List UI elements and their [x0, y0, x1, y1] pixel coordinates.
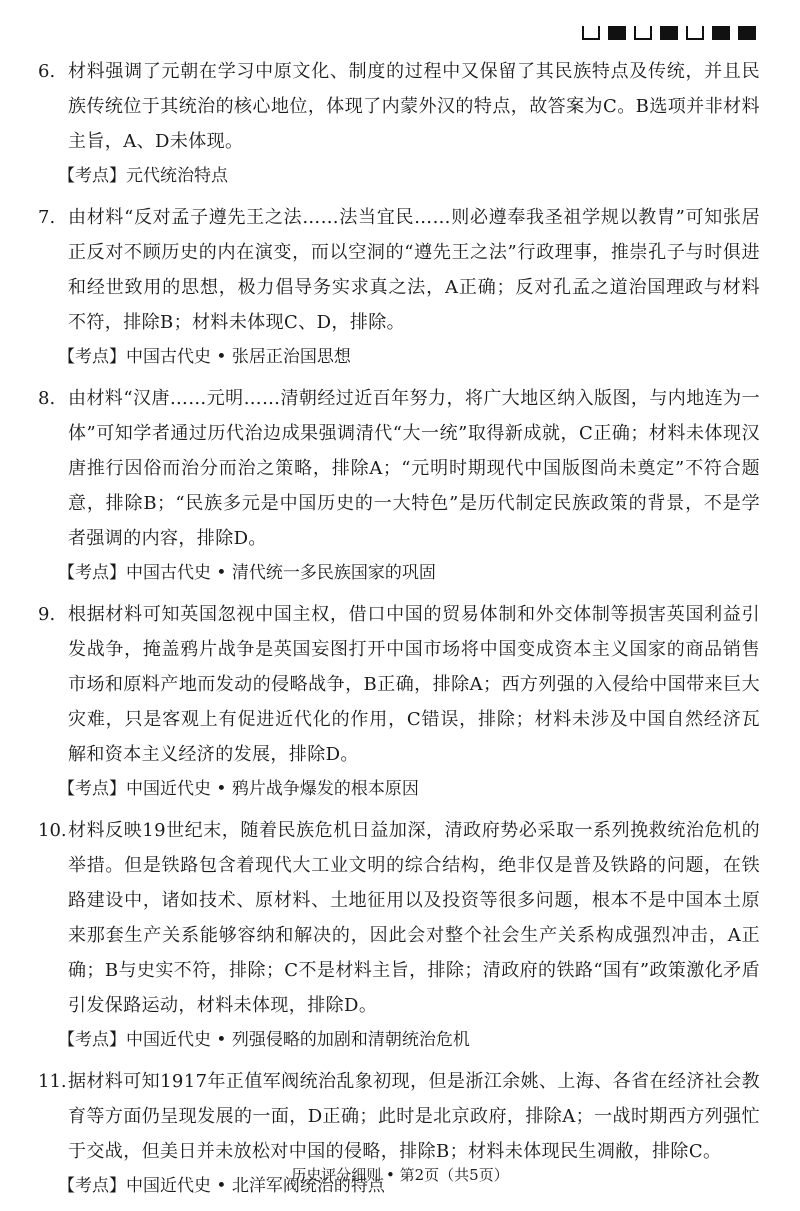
- answer-item: [38, 597, 760, 772]
- answer-number: 6.: [38, 61, 56, 82]
- answer-number: 9.: [38, 604, 56, 625]
- registration-mark-filled: [660, 26, 678, 40]
- answer-text: 由材料“反对孟子遵先王之法……法当宜民……则必遵奉我圣祖学规以教胄”可知张居正反对不顾历史的内在演变，而以空洞的“遵先王之法”行政理事，推崇孔子与时俱进和经世致用的思想，极力倡导务实求真之法，A正确；反对孔孟之道治国理政与材料不符，排除B；材料未体现C、D，排除。: [68, 207, 760, 333]
- answer-text: 由材料“汉唐……元明……清朝经过近百年努力，将广大地区纳入版图，与内地连为一体”可知学者通过历代治边成果强调清代“大一统”取得新成就，C正确；材料未体现汉唐推行因俗而治分而治之策略，排除A；“元明时期现代中国版图尚未奠定”不符合题意，排除B；“民族多元是中国历史的一大特色”是历代制定民族政策的背景，不是学者强调的内容，排除D。: [68, 388, 760, 549]
- registration-mark-filled: [738, 26, 756, 40]
- answer-text: 据材料可知1917年正值军阀统治乱象初现，但是浙江余姚、上海、各省在经济社会教育等方面仍呈现发展的一面，D正确；此时是北京政府，排除A；一战时期西方列强忙于交战，但美日并未放松对中国的侵略，排除B；材料未体现民生凋敝，排除C。: [68, 1071, 760, 1162]
- answer-number: 7.: [38, 207, 56, 228]
- answer-number: 10.: [38, 820, 67, 841]
- answer-item: [38, 54, 760, 159]
- answer-number: 8.: [38, 388, 56, 409]
- answer-text: 根据材料可知英国忽视中国主权，借口中国的贸易体制和外交体制等损害英国利益引发战争，掩盖鸦片战争是英国妄图打开中国市场将中国变成资本主义国家的商品销售市场和原料产地而发动的侵略战争，B正确，排除A；西方列强的入侵给中国带来巨大灾难，只是客观上有促进近代化的作用，C错误，排除；材料未涉及中国自然经济瓦解和资本主义经济的发展，排除D。: [68, 604, 760, 765]
- header-registration-marks: [582, 26, 756, 40]
- kaodian-label: 【考点】中国近代史 • 北洋军阀统治的特点: [58, 1176, 385, 1196]
- kaodian-label: 【考点】中国近代史 • 鸦片战争爆发的根本原因: [58, 779, 419, 799]
- answer-item: [38, 381, 760, 556]
- answer-text: 材料强调了元朝在学习中原文化、制度的过程中又保留了其民族特点及传统，并且民族传统位于其统治的核心地位，体现了内蒙外汉的特点，故答案为C。B选项并非材料主旨，A、D未体现。: [68, 61, 760, 152]
- answer-item: [38, 813, 760, 1023]
- kaodian-label: 【考点】中国古代史 • 清代统一多民族国家的巩固: [58, 563, 436, 583]
- kaodian-label: 【考点】中国近代史 • 列强侵略的加剧和清朝统治危机: [58, 1030, 470, 1050]
- answer-item: [38, 200, 760, 340]
- registration-mark-filled: [608, 26, 626, 40]
- answer-text: 材料反映19世纪末，随着民族危机日益加深，清政府势必采取一系列挽救统治危机的举措。但是铁路包含着现代大工业文明的综合结构，绝非仅是普及铁路的问题，在铁路建设中，诸如技术、原材料、土地征用以及投资等很多问题，根本不是中国本土原来那套生产关系能够容纳和解决的，因此会对整个社会生产关系构成强烈冲击，A正确；B与史实不符，排除；C不是材料主旨，排除；清政府的铁路“国有”政策激化矛盾引发保路运动，材料未体现，排除D。: [68, 820, 760, 1016]
- registration-mark-open: [686, 26, 704, 40]
- kaodian-label: 【考点】中国古代史 • 张居正治国思想: [58, 347, 351, 367]
- answer-list: [38, 54, 760, 1210]
- page-footer: 历史评分细则 • 第2页（共5页）: [291, 1166, 509, 1184]
- kaodian-label: 【考点】元代统治特点: [58, 166, 228, 186]
- answer-number: 11.: [38, 1071, 67, 1092]
- registration-mark-open: [582, 26, 600, 40]
- answer-item: [38, 1064, 760, 1169]
- registration-mark-filled: [712, 26, 730, 40]
- registration-mark-open: [634, 26, 652, 40]
